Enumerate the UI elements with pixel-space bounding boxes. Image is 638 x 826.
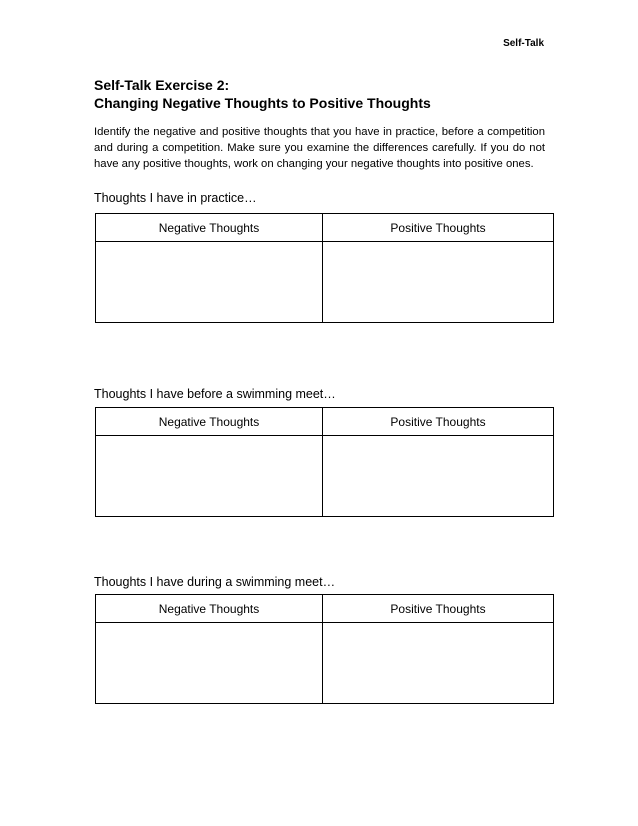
negative-thoughts-cell[interactable] (96, 436, 323, 517)
positive-thoughts-cell[interactable] (323, 242, 554, 323)
column-header-positive: Positive Thoughts (323, 408, 554, 436)
running-head: Self-Talk (503, 38, 544, 49)
positive-thoughts-cell[interactable] (323, 623, 554, 704)
page-title (94, 76, 554, 112)
column-header-negative: Negative Thoughts (96, 408, 323, 436)
section-label-during-meet: Thoughts I have during a swimming meet… (94, 575, 336, 589)
column-header-negative: Negative Thoughts (96, 595, 323, 623)
negative-thoughts-cell[interactable] (96, 242, 323, 323)
positive-thoughts-cell[interactable] (323, 436, 554, 517)
section-label-practice: Thoughts I have in practice… (94, 191, 257, 205)
title-line-1: Self-Talk Exercise 2: (94, 77, 230, 93)
thoughts-table-before-meet (95, 407, 554, 517)
instructions-paragraph: Identify the negative and positive thoughts that you have in practice, before a competition and during a competition. Make sure you examine the differences carefully. If you do not have any positive thoughts, work on changing your negative thoughts into positive ones. (94, 126, 545, 170)
title-line-2: Changing Negative Thoughts to Positive Thoughts (94, 95, 431, 111)
column-header-positive: Positive Thoughts (323, 595, 554, 623)
column-header-negative: Negative Thoughts (96, 214, 323, 242)
section-label-before-meet: Thoughts I have before a swimming meet… (94, 387, 336, 401)
column-header-positive: Positive Thoughts (323, 214, 554, 242)
thoughts-table-practice (95, 213, 554, 323)
thoughts-table-during-meet (95, 594, 554, 704)
negative-thoughts-cell[interactable] (96, 623, 323, 704)
